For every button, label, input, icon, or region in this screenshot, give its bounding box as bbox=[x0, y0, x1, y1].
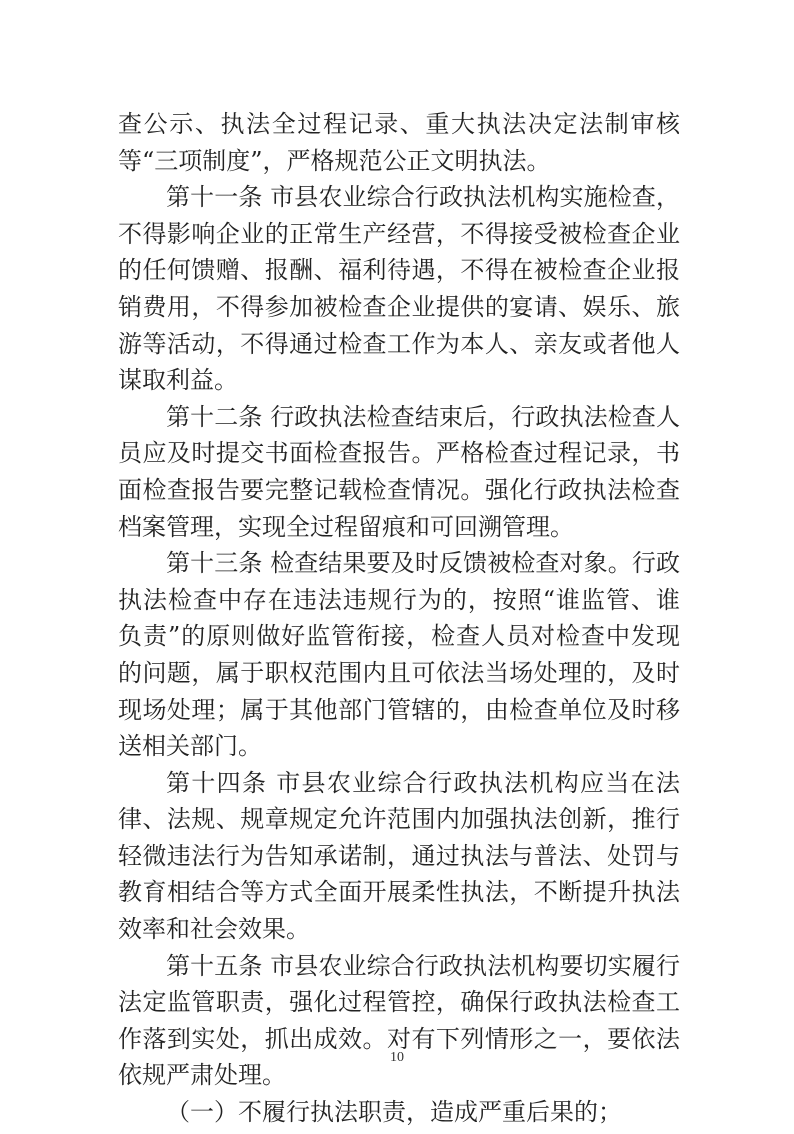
paragraph-article-14: 第十四条 市县农业综合行政执法机构应当在法律、法规、规章规定允许范围内加强执法创新，推行轻微违法行为告知承诺制，通过执法与普法、处罚与教育相结合等方式全面开展柔性执法，不断提升执法效率和社会效果。 bbox=[118, 768, 680, 944]
paragraph-article-11: 第十一条 市县农业综合行政执法机构实施检查，不得影响企业的正常生产经营，不得接受被检查企业的任何馈赠、报酬、福利待遇，不得在被检查企业报销费用，不得参加被检查企业提供的宴请、娱乐、旅游等活动，不得通过检查工作为本人、亲友或者他人谋取利益。 bbox=[118, 183, 680, 395]
paragraph-continuation: 查公示、执法全过程记录、重大执法决定法制审核等“三项制度”，严格规范公正文明执法。 bbox=[118, 110, 680, 175]
page-number: 10 bbox=[390, 1050, 404, 1065]
paragraph-article-13: 第十三条 检查结果要及时反馈被检查对象。行政执法检查中存在违法违规行为的，按照“谁监管、谁负责”的原则做好监管衔接，检查人员对检查中发现的问题，属于职权范围内且可依法当场处理的，及时现场处理；属于其他部门管辖的，由检查单位及时移送相关部门。 bbox=[118, 549, 680, 761]
paragraph-item-1: （一）不履行执法职责，造成严重后果的； bbox=[166, 1098, 622, 1127]
paragraph-article-15: 第十五条 市县农业综合行政执法机构要切实履行法定监管职责，强化过程管控，确保行政执法检查工作落到实处，抓出成效。对有下列情形之一，要依法依规严肃处理。 bbox=[118, 951, 680, 1090]
document-body bbox=[118, 106, 680, 1131]
paragraph-article-12: 第十二条 行政执法检查结束后，行政执法检查人员应及时提交书面检查报告。严格检查过程记录，书面检查报告要完整记载检查情况。强化行政执法检查档案管理，实现全过程留痕和可回溯管理。 bbox=[118, 402, 680, 541]
